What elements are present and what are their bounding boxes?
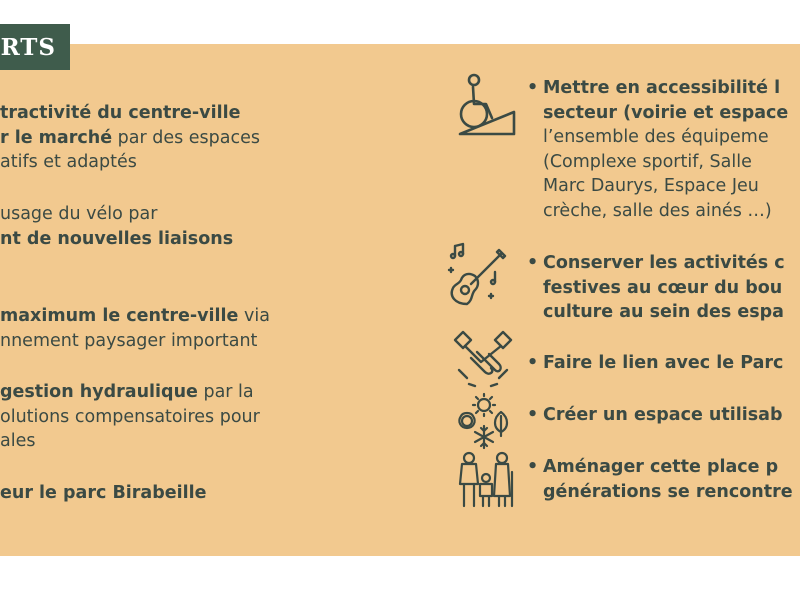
text-line xyxy=(0,150,260,175)
text-line xyxy=(543,276,785,301)
section-tag: RTS xyxy=(0,24,70,70)
bullet: • xyxy=(527,353,539,373)
text-line xyxy=(543,174,788,199)
text-line xyxy=(543,403,782,428)
text-line xyxy=(543,76,788,101)
bold-text: Aménager cette place p xyxy=(543,457,779,477)
text: crèche, salle des ainés …) xyxy=(543,200,772,221)
bold-text: eur le parc Birabeille xyxy=(0,483,207,503)
text-line xyxy=(0,202,233,227)
bold-text: nt de nouvelles liaisons xyxy=(0,228,234,249)
text-line xyxy=(543,251,785,276)
text-line xyxy=(543,150,788,175)
text: Marc Daurys, Espace Jeu xyxy=(543,176,759,196)
bullet: • xyxy=(527,457,539,477)
right-item-activites-festives xyxy=(527,251,785,325)
text-line xyxy=(0,481,206,506)
bold-text: Conserver les activités c xyxy=(543,253,785,273)
text-line xyxy=(0,429,260,454)
bullet: • xyxy=(527,253,539,273)
left-item-velo xyxy=(0,202,233,251)
text-line xyxy=(0,329,270,354)
text: atifs et adaptés xyxy=(0,152,137,172)
text: l’ensemble des équipeme xyxy=(543,127,769,147)
bold-text: culture au sein des espa xyxy=(543,302,784,322)
text: par la xyxy=(197,382,254,402)
left-item-parc-birabeille xyxy=(0,481,206,506)
right-item-generations xyxy=(527,455,793,504)
text-line xyxy=(0,101,260,126)
text-line xyxy=(543,199,788,224)
text-line xyxy=(0,304,270,329)
bold-text: secteur (voirie et espace xyxy=(543,102,789,123)
text-line xyxy=(0,227,233,252)
wheelchair-ramp-icon xyxy=(452,72,518,136)
bold-text: maximum le centre-ville xyxy=(0,306,239,326)
bold-text: festives au cœur du bou xyxy=(543,277,783,298)
seasons-icon xyxy=(455,392,513,450)
text: usage du vélo par xyxy=(0,204,158,224)
text-line xyxy=(543,101,788,126)
left-item-paysager xyxy=(0,304,270,353)
text-line xyxy=(543,300,785,325)
left-item-attractivite xyxy=(0,101,260,175)
bullet: • xyxy=(527,405,539,425)
bold-text: Créer un espace utilisab xyxy=(543,405,783,425)
right-item-espace-utilisable xyxy=(527,403,783,428)
text-line xyxy=(543,125,788,150)
text-line xyxy=(0,405,260,430)
text: olutions compensatoires pour xyxy=(0,406,260,427)
bold-text: gestion hydraulique xyxy=(0,382,198,402)
text-line xyxy=(543,480,793,505)
family-generations-icon xyxy=(456,450,516,510)
bold-text: générations se rencontre xyxy=(543,481,793,502)
bold-text: tractivité du centre-ville xyxy=(0,103,241,123)
handshake-icon xyxy=(451,328,515,390)
guitar-music-icon xyxy=(445,240,515,310)
text: nnement paysager important xyxy=(0,330,258,351)
bold-text: Faire le lien avec le Parc xyxy=(543,353,784,373)
text-line xyxy=(0,380,260,405)
bullet: • xyxy=(527,78,539,98)
text-line xyxy=(543,455,793,480)
text: par des espaces xyxy=(112,127,260,148)
text-line xyxy=(0,126,260,151)
text: (Complexe sportif, Salle xyxy=(543,151,752,172)
right-item-accessibilite xyxy=(527,76,789,223)
text-line xyxy=(543,351,783,376)
text: via xyxy=(238,306,270,326)
bold-text: r le marché xyxy=(0,127,113,148)
right-item-lien-parc xyxy=(527,351,784,376)
left-item-hydraulique xyxy=(0,380,260,454)
text: ales xyxy=(0,431,36,451)
bold-text: Mettre en accessibilité l xyxy=(543,78,781,98)
